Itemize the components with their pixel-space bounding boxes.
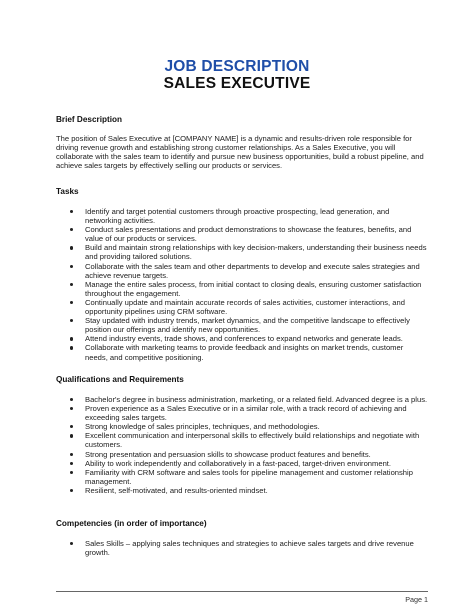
bullet-icon [70,265,73,268]
qualifications-heading: Qualifications and Requirements [56,375,184,384]
competencies-section [56,519,428,557]
list-item [56,431,428,449]
list-item [56,343,428,361]
list-item-text: Proven experience as a Sales Executive or in a similar role, with a track record of achieving and exceeding sales targets. [85,404,407,423]
bullet-icon [70,301,73,304]
bullet-icon [70,542,73,545]
bullet-icon [70,228,73,231]
list-item-text: Sales Skills – applying sales techniques and strategies to achieve sales targets and drive revenue growth. [85,539,414,558]
bullet-icon [70,489,73,492]
list-item-text: Excellent communication and interpersonal skills to effectively build relationships and negotiate with customers. [85,431,420,450]
list-item-text: Conduct sales presentations and product demonstrations to showcase the features, benefits, and value of our products or services. [85,225,412,244]
bullet-icon [70,462,73,465]
brief-description-section [56,115,428,170]
list-item-text: Familiarity with CRM software and sales tools for pipeline management and customer relationship management. [85,467,413,486]
list-item-text: Bachelor's degree in business administration, marketing, or a related field. Advanced degree is a plus. [85,395,428,404]
list-item-text: Ability to work independently and collaboratively in a fast-paced, target-driven environment. [85,458,392,468]
list-item [56,459,428,468]
list-item [56,468,428,486]
list-item [56,298,428,316]
page-number: Page 1 [405,595,428,604]
list-item [56,486,428,495]
bullet-icon [70,407,73,410]
bullet-icon [70,283,73,286]
list-item [56,539,428,557]
list-item-text: Identify and target potential customers through proactive prospecting, lead generation, and networking activities. [85,207,390,226]
competencies-heading: Competencies (in order of importance) [56,519,207,528]
bullet-icon [70,398,73,401]
list-item [56,243,428,261]
list-item [56,404,428,422]
title-job-description: JOB DESCRIPTION [164,58,310,75]
list-item [56,334,428,343]
list-item-text: Continually update and maintain accurate records of sales activities, customer interactions, and opportunity pipelines using CRM software. [85,297,405,317]
list-item [56,262,428,280]
bullet-icon [70,337,73,340]
list-item-text: Collaborate with the sales team and other departments to develop and execute sales strategies and achieve revenue targets. [85,261,420,280]
title-sales-executive: SALES EXECUTIVE [163,75,311,92]
list-item [56,450,428,459]
bullet-icon [70,346,73,349]
brief-description-heading: Brief Description [56,115,122,124]
list-item-text: Strong knowledge of sales principles, techniques, and methodologies. [85,422,320,432]
list-item [56,207,428,225]
list-item-text: Strong presentation and persuasion skills to showcase product features and benefits. [85,449,371,459]
list-item [56,280,428,298]
document-title [0,58,474,92]
tasks-list [56,207,428,362]
list-item-text: Resilient, self-motivated, and results-oriented mindset. [85,485,268,495]
list-item-text: Stay updated with industry trends, market dynamics, and the competitive landscape to effectively position our offerings and identify new opportunities. [85,316,410,335]
bullet-icon [70,319,73,322]
brief-description-text: The position of Sales Executive at [COMPANY NAME] is a dynamic and results-driven role responsible for driving revenue growth and establishing strong customer relationships. As a Sales Executive, you will collaborate with the sales team to identify and pursue new business opportunities, build a robust pipeline, and achieve sales targets by effectively selling our products or services. [56,134,424,171]
list-item [56,422,428,431]
list-item-text: Build and maintain strong relationships with key decision-makers, understanding their business needs and providing tailored solutions. [85,243,427,262]
tasks-section [56,187,428,362]
bullet-icon [70,471,73,474]
list-item [56,395,428,404]
list-item-text: Attend industry events, trade shows, and conferences to expand networks and generate leads. [85,334,403,344]
qualifications-list [56,395,428,495]
list-item-text: Collaborate with marketing teams to provide feedback and insights on market trends, customer needs, and competitive positioning. [85,343,404,362]
list-item-text: Manage the entire sales process, from initial contact to closing deals, ensuring customer satisfaction throughout the engagement. [85,279,422,298]
tasks-heading: Tasks [56,187,79,196]
list-item [56,316,428,334]
competencies-list [56,539,428,557]
bullet-icon [70,210,73,213]
qualifications-section [56,375,428,495]
bullet-icon [70,246,73,249]
bullet-icon [70,453,73,456]
footer-divider [56,591,428,592]
bullet-icon [70,425,73,428]
list-item [56,225,428,243]
bullet-icon [70,434,73,437]
